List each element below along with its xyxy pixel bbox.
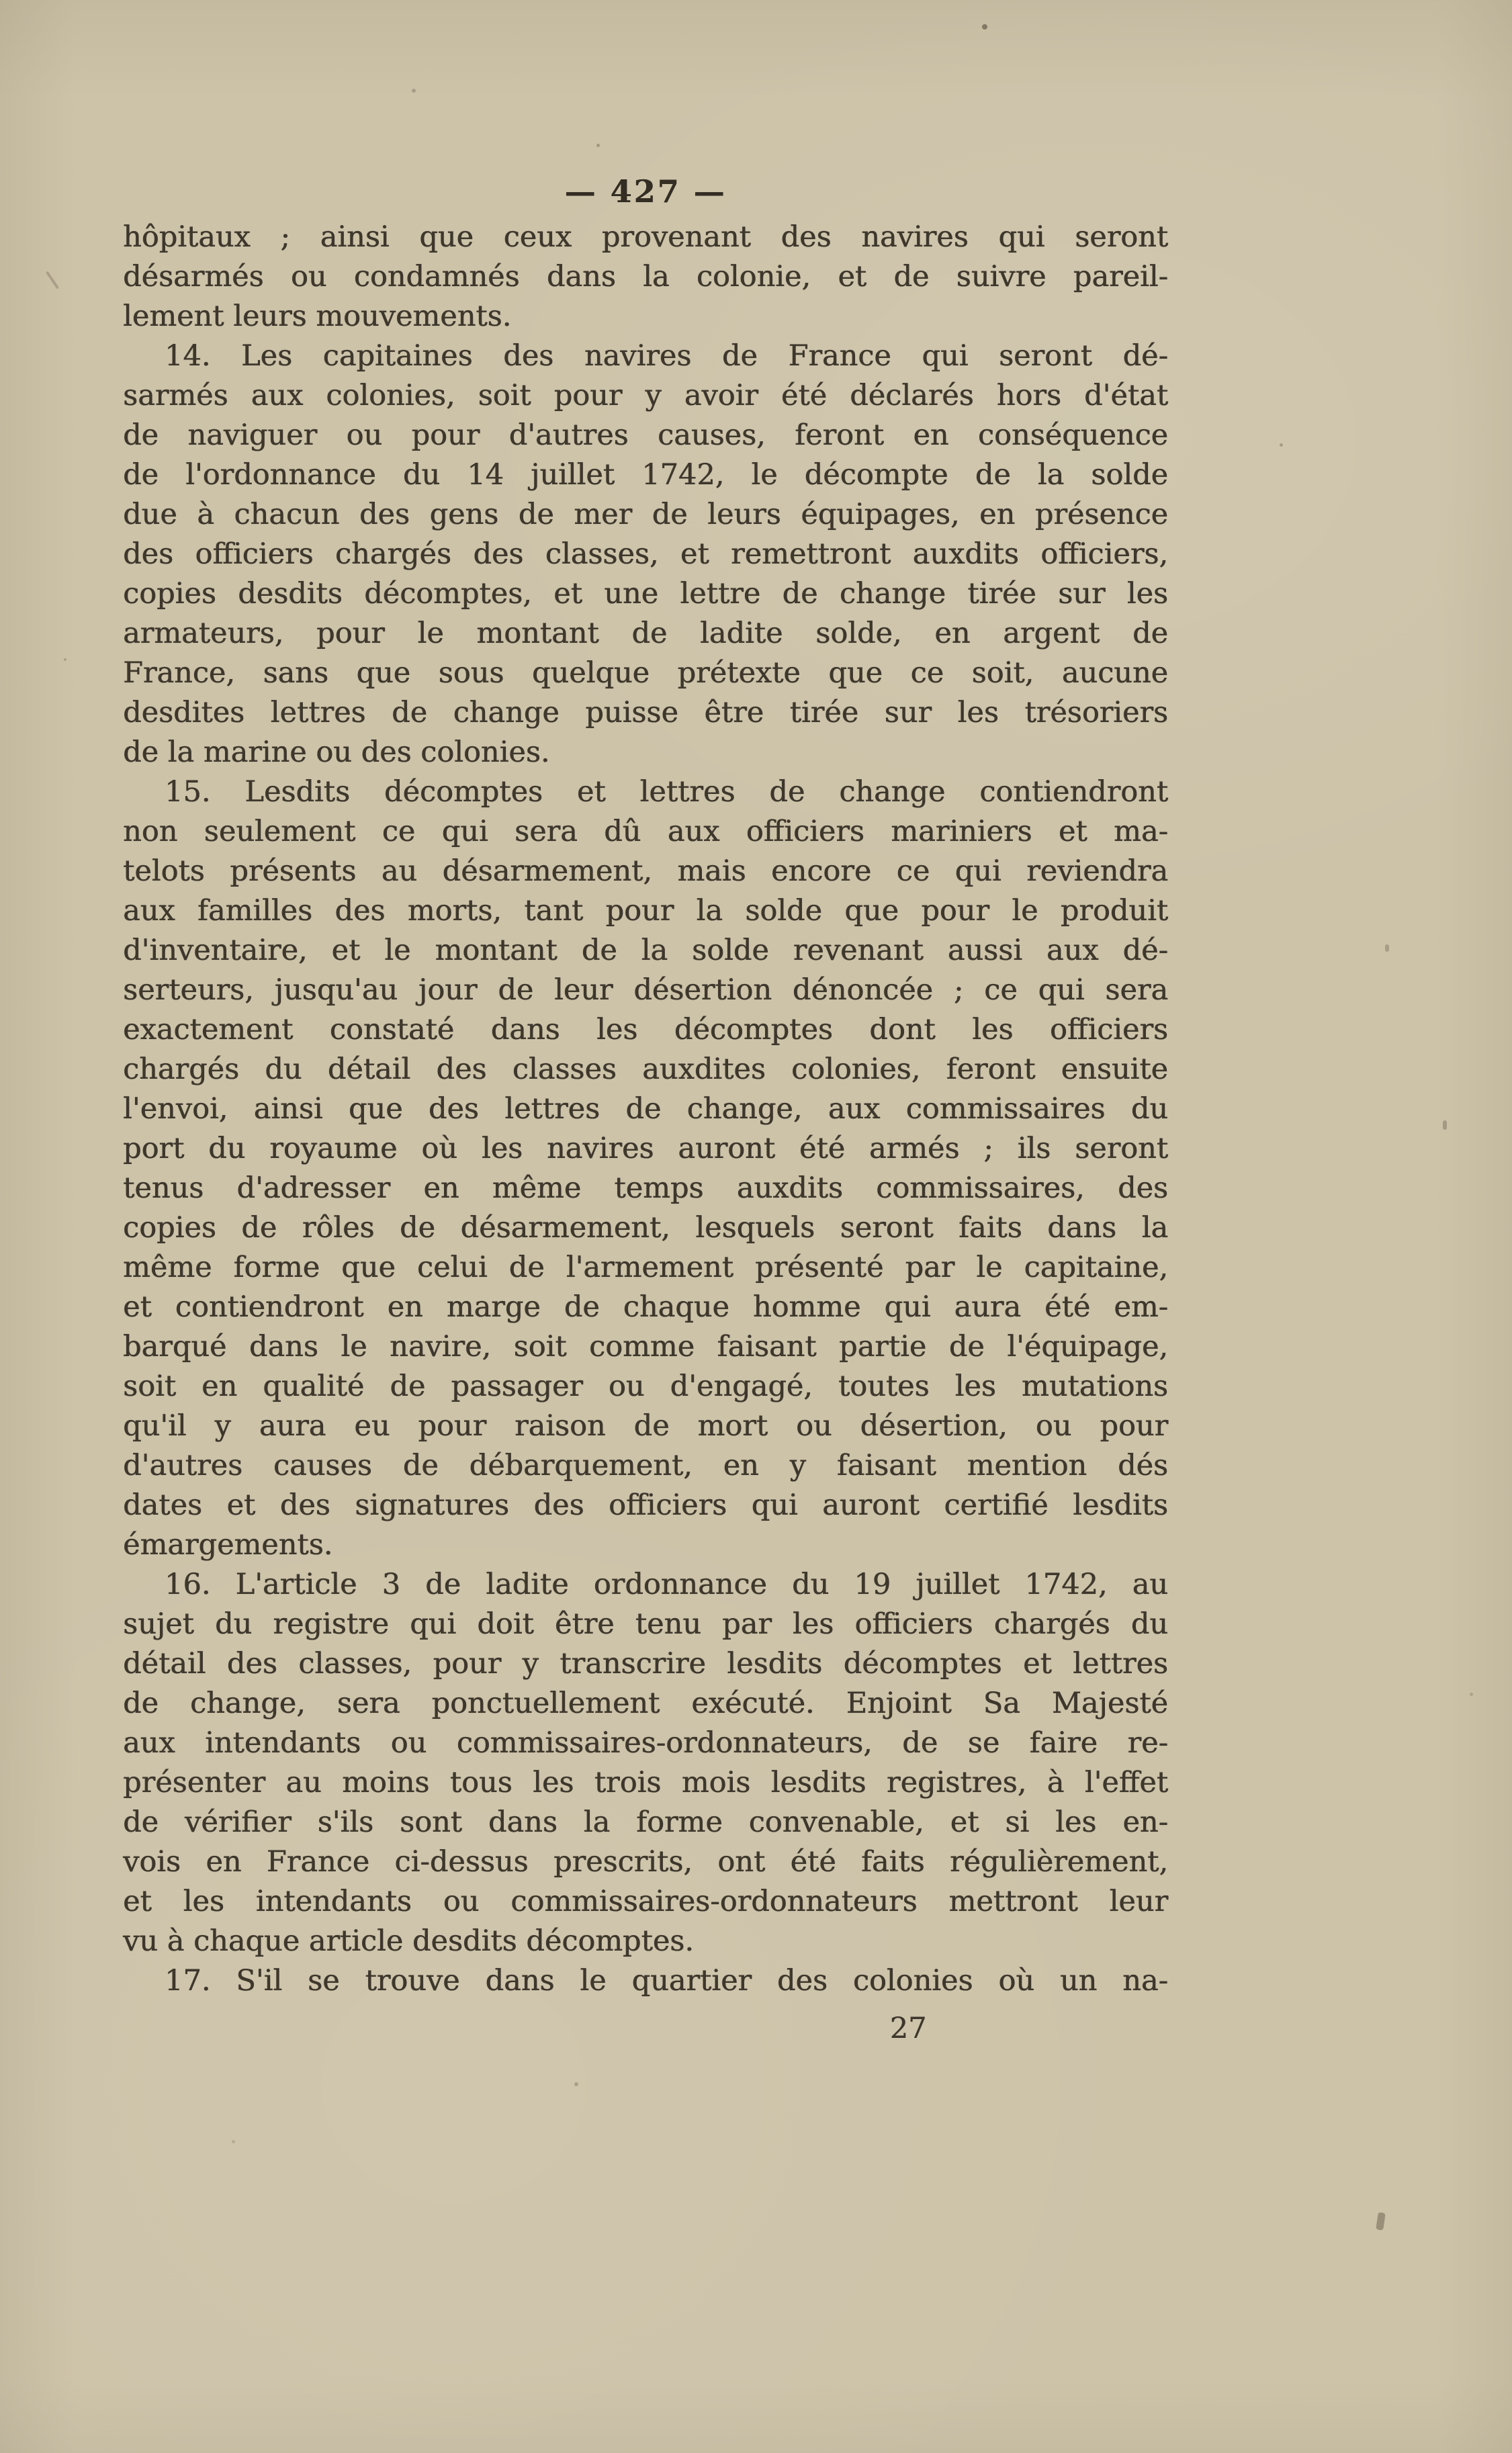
paper-speck	[982, 24, 987, 30]
text-line: de vérifier s'ils sont dans la forme convenable, et si les en-	[123, 1805, 1168, 1839]
text-line: sujet du registre qui doit être tenu par les officiers chargés du	[123, 1607, 1168, 1641]
text-line: 14. Les capitaines des navires de France qui seront dé-	[165, 339, 1168, 373]
text-line: d'inventaire, et le montant de la solde revenant aussi aux dé-	[123, 934, 1168, 967]
text-line: dates et des signatures des officiers qui auront certifié lesdits	[123, 1488, 1168, 1522]
paper-speck	[64, 658, 66, 661]
text-line: présenter au moins tous les trois mois lesdits registres, à l'effet	[123, 1766, 1168, 1799]
paper-speck	[46, 271, 59, 289]
text-line: desdites lettres de change puisse être tirée sur les trésoriers	[123, 696, 1168, 729]
paper-speck	[232, 2140, 235, 2143]
paper-speck	[1385, 944, 1389, 952]
text-line: non seulement ce qui sera dû aux officiers mariniers et ma-	[123, 815, 1168, 848]
text-line: exactement constaté dans les décomptes dont les officiers	[123, 1013, 1168, 1046]
text-line: qu'il y aura eu pour raison de mort ou désertion, ou pour	[123, 1409, 1168, 1443]
text-line: lement leurs mouvements.	[123, 300, 512, 333]
text-line: vu à chaque article desdits décomptes.	[123, 1924, 694, 1958]
text-line: soit en qualité de passager ou d'engagé, toutes les mutations	[123, 1370, 1168, 1403]
text-line: chargés du détail des classes auxdites colonies, feront ensuite	[123, 1053, 1168, 1086]
text-line: aux familles des morts, tant pour la solde que pour le produit	[123, 894, 1168, 928]
text-line: aux intendants ou commissaires-ordonnateurs, de se faire re-	[123, 1726, 1168, 1760]
text-line: copies desdits décomptes, et une lettre de change tirée sur les	[123, 577, 1168, 611]
text-line: d'autres causes de débarquement, en y faisant mention dés	[123, 1449, 1168, 1482]
text-line: France, sans que sous quelque prétexte que ce soit, aucune	[123, 656, 1168, 690]
text-line: 16. L'article 3 de ladite ordonnance du 19 juillet 1742, au	[165, 1568, 1168, 1601]
text-block	[123, 218, 1168, 2001]
paper-speck	[1280, 443, 1283, 447]
text-line: détail des classes, pour y transcrire lesdits décomptes et lettres	[123, 1647, 1168, 1681]
text-line: de l'ordonnance du 14 juillet 1742, le décompte de la solde	[123, 458, 1168, 492]
text-line: vois en France ci-dessus prescrits, ont été faits régulièrement,	[123, 1845, 1168, 1879]
signature-number: 27	[889, 2012, 927, 2045]
text-line: des officiers chargés des classes, et remettront auxdits officiers,	[123, 537, 1168, 571]
text-line: armateurs, pour le montant de ladite solde, en argent de	[123, 617, 1168, 650]
paper-speck	[1376, 2212, 1386, 2230]
text-line: et les intendants ou commissaires-ordonnateurs mettront leur	[123, 1885, 1168, 1918]
text-line: serteurs, jusqu'au jour de leur désertion dénoncée ; ce qui sera	[123, 973, 1168, 1007]
paper-speck	[1443, 1120, 1447, 1130]
text-line: même forme que celui de l'armement présenté par le capitaine,	[123, 1251, 1168, 1284]
text-line: hôpitaux ; ainsi que ceux provenant des navires qui seront	[123, 220, 1168, 254]
text-line: telots présents au désarmement, mais encore ce qui reviendra	[123, 854, 1168, 888]
text-line: tenus d'adresser en même temps auxdits commissaires, des	[123, 1171, 1168, 1205]
paper-speck	[574, 2082, 578, 2086]
text-line: désarmés ou condamnés dans la colonie, et de suivre pareil-	[123, 260, 1168, 294]
text-line: émargements.	[123, 1528, 333, 1562]
paper-speck	[412, 89, 416, 93]
page-number-header: — 427 —	[564, 173, 727, 210]
text-line: de la marine ou des colonies.	[123, 735, 550, 769]
text-line: l'envoi, ainsi que des lettres de change, aux commissaires du	[123, 1092, 1168, 1126]
text-line: et contiendront en marge de chaque homme qui aura été em-	[123, 1290, 1168, 1324]
text-line: de change, sera ponctuellement exécuté. Enjoint Sa Majesté	[123, 1687, 1168, 1720]
text-line: sarmés aux colonies, soit pour y avoir été déclarés hors d'état	[123, 379, 1168, 412]
text-line: due à chacun des gens de mer de leurs équipages, en présence	[123, 498, 1168, 531]
paper-speck	[1470, 1693, 1473, 1696]
paper-speck	[596, 144, 600, 147]
text-line: 15. Lesdits décomptes et lettres de change contiendront	[165, 775, 1168, 809]
text-line: port du royaume où les navires auront été armés ; ils seront	[123, 1132, 1168, 1165]
text-line: de naviguer ou pour d'autres causes, feront en conséquence	[123, 418, 1168, 452]
text-line: copies de rôles de désarmement, lesquels seront faits dans la	[123, 1211, 1168, 1245]
text-line: 17. S'il se trouve dans le quartier des colonies où un na-	[165, 1964, 1168, 1998]
text-line: barqué dans le navire, soit comme faisant partie de l'équipage,	[123, 1330, 1168, 1364]
